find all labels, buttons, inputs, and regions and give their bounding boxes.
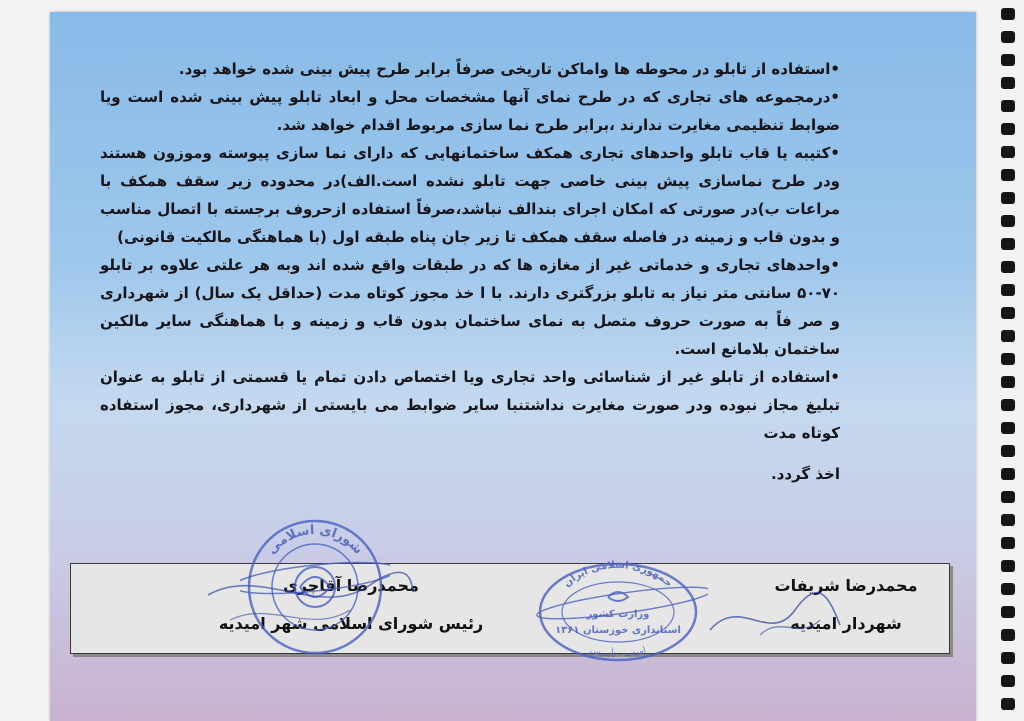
svg-text:جمهوری اسلامی ایران: جمهوری اسلامی ایران bbox=[561, 559, 675, 590]
regulation-paragraph-3: •کتیبه یا قاب تابلو واحدهای تجاری همکف ساختمانهایی که دارای نما سازی پیوسته وموزون هستند ودر طرح نماسازی پیش بینی خاصی جهت تابلو نشده است.الف)در محدوده زیر سقف همکف با مراعات ب)در صورتی که امکان اجرای بندالف نباشد،صرفاً استفاده ازحروف برجسته با اتصال مناسب و بدون قاب و زمینه در فاصله سقف همکف تا زیر جان پناه طبقه اول (با هماهنگی مالکیت قانونی) bbox=[100, 144, 840, 246]
binding-hole bbox=[1001, 8, 1015, 20]
regulation-text bbox=[100, 55, 840, 488]
svg-text:امیدیه - تأسیس: امیدیه - تأسیس bbox=[588, 645, 648, 661]
mayor-signature-icon bbox=[700, 575, 850, 655]
binding-hole bbox=[1001, 583, 1015, 595]
binding-hole bbox=[1001, 560, 1015, 572]
binding-hole bbox=[1001, 514, 1015, 526]
council-chair-role: رئیس شورای اسلامی شهر امیدیه bbox=[218, 614, 484, 633]
binding-hole bbox=[1001, 330, 1015, 342]
binding-hole bbox=[1001, 468, 1015, 480]
binding-hole bbox=[1001, 422, 1015, 434]
svg-text:شورای اسلامی: شورای اسلامی bbox=[264, 522, 366, 558]
binding-hole bbox=[1001, 629, 1015, 641]
binding-hole bbox=[1001, 606, 1015, 618]
binding-hole bbox=[1001, 284, 1015, 296]
ministry-stamp-icon bbox=[528, 555, 708, 665]
mayor-name: محمدرضا شریفات bbox=[774, 576, 918, 595]
binding-hole bbox=[1001, 100, 1015, 112]
binding-hole bbox=[1001, 675, 1015, 687]
binding-hole bbox=[1001, 215, 1015, 227]
binding-hole bbox=[1001, 307, 1015, 319]
binding-hole bbox=[1001, 399, 1015, 411]
binding-hole bbox=[1001, 445, 1015, 457]
svg-text:استانداری خوزستان ۱۳۶۱: استانداری خوزستان ۱۳۶۱ bbox=[555, 625, 681, 636]
mayor-role: شهردار امیدیه bbox=[790, 614, 902, 633]
binding-hole bbox=[1001, 169, 1015, 181]
regulation-paragraph-1: •استفاده از تابلو در محوطه ها واماکن تاریخی صرفاً برابر طرح پیش بینی شده خواهد بود. bbox=[178, 60, 840, 78]
binding-hole bbox=[1001, 652, 1015, 664]
closing-line: اخذ گردد. bbox=[771, 465, 840, 483]
binding-hole bbox=[1001, 376, 1015, 388]
binding-hole bbox=[1001, 31, 1015, 43]
regulation-paragraph-5: •استفاده از تابلو غیر از شناسائی واحد تجاری ویا اختصاص دادن تمام یا قسمتی از تابلو به عنوان تبلیغ مجاز نبوده ودر صورت مغایرت نداشتنبا سایر ضوابط می بایستی از شهرداری، مجوز استفاده کوتاه مدت bbox=[100, 368, 840, 442]
binding-hole bbox=[1001, 238, 1015, 250]
regulation-paragraph-2: •درمجموعه های تجاری که در طرح نمای آنها مشخصات محل و ابعاد تابلو پیش بینی شده است ویا ضوابط تنظیمی مغایرت ندارند ،برابر طرح نما سازی مربوط اقدام خواهد شد. bbox=[100, 88, 840, 134]
binding-hole bbox=[1001, 77, 1015, 89]
spiral-binding bbox=[995, 0, 1024, 721]
binding-hole bbox=[1001, 123, 1015, 135]
binding-hole bbox=[1001, 261, 1015, 273]
regulation-paragraph-4: •واحدهای تجاری و خدماتی غیر از مغازه ها که در طبقات واقع شده اند وبه هر علتی علاوه بر تابلو ۷۰-۵۰ سانتی متر نیاز به تابلو بزرگتری دارند. با ا خذ مجوز کوتاه مدت (حداقل یک سال) از شهرداری و صر فاً به صورت حروف متصل به نمای ساختمان بدون قاب و زمینه و با هماهنگی سایر مالکین ساختمان بلامانع است. bbox=[100, 256, 840, 358]
binding-hole bbox=[1001, 146, 1015, 158]
binding-hole bbox=[1001, 192, 1015, 204]
council-chair-signature-icon bbox=[200, 560, 420, 650]
binding-hole bbox=[1001, 698, 1015, 710]
council-chair-name: محمدرضا آقاجری bbox=[283, 576, 419, 595]
binding-hole bbox=[1001, 491, 1015, 503]
binding-hole bbox=[1001, 54, 1015, 66]
svg-text:وزارت کشور: وزارت کشور bbox=[586, 609, 650, 620]
binding-hole bbox=[1001, 353, 1015, 365]
binding-hole bbox=[1001, 537, 1015, 549]
